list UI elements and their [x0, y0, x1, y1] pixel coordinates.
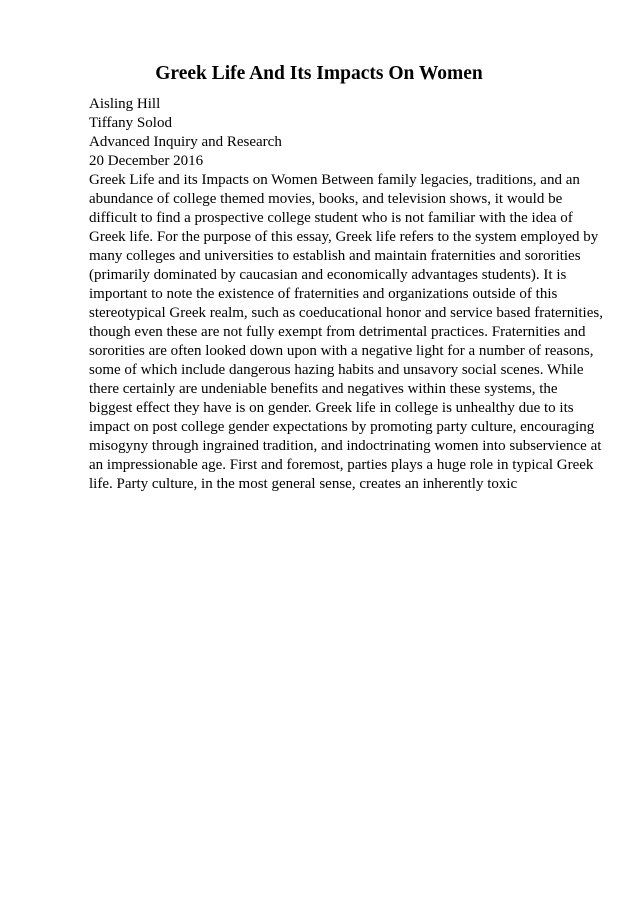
body-line: (primarily dominated by caucasian and economically advantages students). It is [89, 267, 567, 283]
body-line: impact on post college gender expectations by promoting party culture, encouraging [89, 419, 595, 435]
author-name: Aisling Hill [89, 96, 161, 112]
body-line: sororities are often looked down upon with a negative light for a number of reasons, [89, 343, 594, 359]
body-line: abundance of college themed movies, books, and television shows, it would be [89, 191, 563, 207]
document-title: Greek Life And Its Impacts On Women [155, 63, 483, 84]
body-line: Greek Life and its Impacts on Women Between family legacies, traditions, and an [89, 172, 580, 188]
body-line: life. Party culture, in the most general sense, creates an inherently toxic [89, 476, 518, 492]
body-line: stereotypical Greek realm, such as coeducational honor and service based fraternities, [89, 305, 603, 321]
document-body [89, 95, 603, 494]
course-name: Advanced Inquiry and Research [89, 134, 282, 150]
body-line: difficult to find a prospective college student who is not familiar with the idea of [89, 210, 573, 226]
body-line: biggest effect they have is on gender. Greek life in college is unhealthy due to its [89, 400, 574, 416]
body-line: misogyny through ingrained tradition, and indoctrinating women into subservience at [89, 438, 602, 454]
body-line: some of which include dangerous hazing habits and unsavory social scenes. While [89, 362, 584, 378]
body-line: many colleges and universities to establish and maintain fraternities and sororities [89, 248, 581, 264]
body-line: Greek life. For the purpose of this essay, Greek life refers to the system employed by [89, 229, 599, 245]
body-line: important to note the existence of fraternities and organizations outside of this [89, 286, 558, 302]
instructor-name: Tiffany Solod [89, 115, 172, 131]
body-line: an impressionable age. First and foremost, parties plays a huge role in typical Greek [89, 457, 594, 473]
body-line: there certainly are undeniable benefits and negatives within these systems, the [89, 381, 558, 397]
body-line: though even these are not fully exempt from detrimental practices. Fraternities and [89, 324, 586, 340]
document-date: 20 December 2016 [89, 153, 204, 169]
